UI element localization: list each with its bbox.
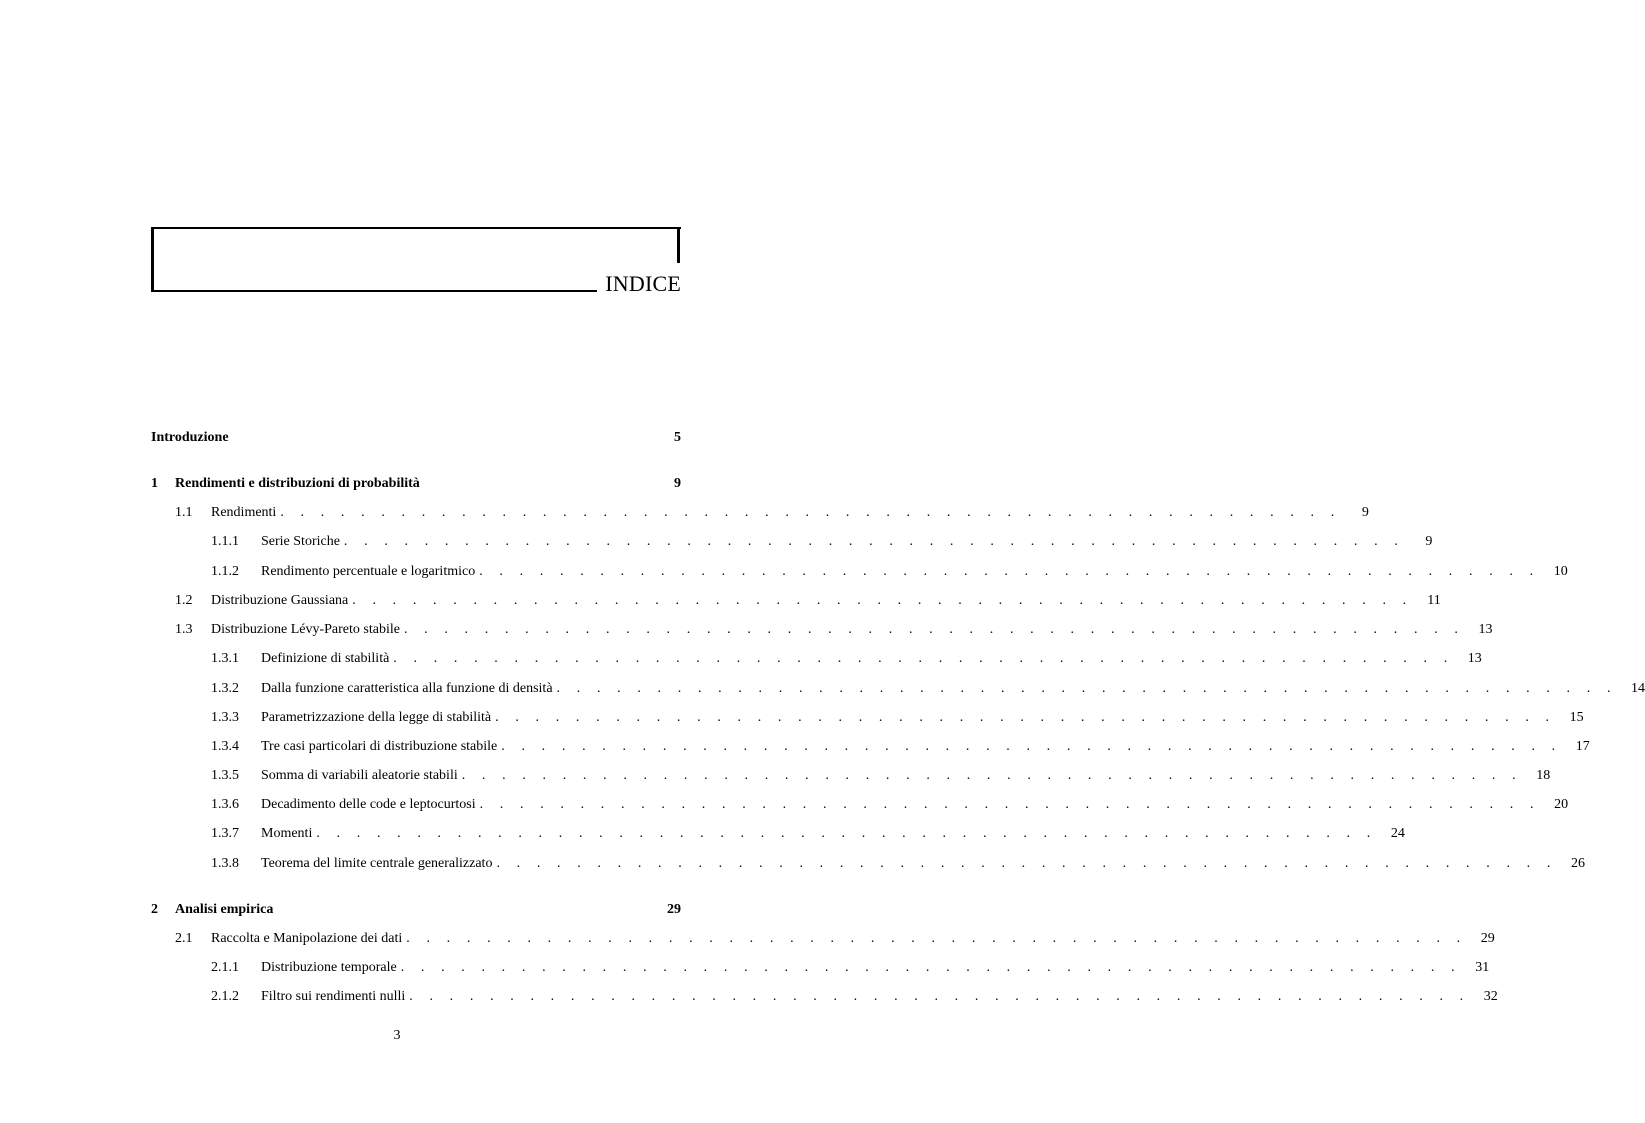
toc-entry-page: 18 [1536,768,1551,783]
dot-leader: . . . . . . . . . . . . . . . . . . . . . . . . . . . . . . . . . . . . . . . . . . . . . . . . . . . . . [400,960,1462,975]
toc-entry-page: 10 [1553,564,1568,579]
toc-entry-title: Momenti [261,826,313,841]
dot-leader: . . . . . . . . . . . . . . . . . . . . . . . . . . . . . . . . . . . . . . . . . . . . . . . . . . . . . [479,797,1541,812]
toc-entry-number: 2.1.2 [211,989,239,1004]
toc-entry-number: 1.3 [175,622,193,637]
toc-entry-number: 2 [151,902,158,917]
toc-entry-title: Distribuzione Lévy-Pareto stabile [211,622,400,637]
toc-entry-title: Decadimento delle code e leptocurtosi [261,797,476,812]
toc-entry-subsection[interactable] [151,678,1645,700]
toc-entry-subsection[interactable] [151,765,1551,787]
toc-entry-page: 9 [1425,534,1433,549]
dot-leader: . . . . . . . . . . . . . . . . . . . . . . . . . . . . . . . . . . . . . . . . . . . . . . . . . . . . . [556,681,1618,696]
toc-entry-page: 13 [1478,622,1493,637]
toc-entry-introduction[interactable] [151,427,681,449]
toc-entry-number: 1.1.2 [211,564,239,579]
toc-entry-page: 14 [1631,681,1645,696]
page-number: 3 [393,1028,401,1043]
toc-entry-section[interactable] [151,590,1441,612]
toc-entry-title: Rendimenti [211,505,277,520]
header-rule-left [151,227,154,292]
toc-entry-chapter[interactable] [151,899,681,921]
toc-entry-number: 1.2 [175,593,193,608]
toc-entry-page: 31 [1475,960,1490,975]
page-title: INDICE [605,271,681,296]
dot-leader: . . . . . . . . . . . . . . . . . . . . . . . . . . . . . . . . . . . . . . . . . . . . . . . . . . . . . [409,989,1470,1004]
toc-entry-subsection[interactable] [151,561,1568,583]
toc-entry-title: Raccolta e Manipolazione dei dati [211,931,403,946]
toc-entry-title: Tre casi particolari di distribuzione stabile [261,739,498,754]
dot-leader: . . . . . . . . . . . . . . . . . . . . . . . . . . . . . . . . . . . . . . . . . . . . . . . . . . . . . [406,931,1467,946]
toc-entry-title: Filtro sui rendimenti nulli [261,989,406,1004]
toc-entry-subsection[interactable] [151,707,1584,729]
toc-entry-page: 32 [1483,989,1498,1004]
toc-entry-subsection[interactable] [151,957,1490,979]
toc-entry-title: Dalla funzione caratteristica alla funzione di densità [261,681,553,696]
toc-entry-title: Distribuzione Gaussiana [211,593,349,608]
toc-entry-page: 20 [1554,797,1569,812]
toc-entry-number: 2.1 [175,931,193,946]
toc-entry-subsection[interactable] [151,648,1482,670]
dot-leader: . . . . . . . . . . . . . . . . . . . . . . . . . . . . . . . . . . . . . . . . . . . . . . . . . . . . . [495,710,1556,725]
toc-entry-subsection[interactable] [151,823,1405,845]
toc-entry-title: Rendimenti e distribuzioni di probabilità [175,476,420,491]
toc-entry-subsection[interactable] [151,986,1498,1008]
toc-entry-page: 24 [1390,826,1405,841]
toc-entry-number: 1.1 [175,505,193,520]
toc-entry-section[interactable] [151,502,1369,524]
toc-entry-title: Rendimento percentuale e logaritmico [261,564,476,579]
toc-entry-page: 5 [674,430,681,445]
toc-entry-title: Distribuzione temporale [261,960,397,975]
toc-entry-subsection[interactable] [151,794,1569,816]
toc-entry-chapter[interactable] [151,473,681,495]
toc-entry-page: 15 [1569,710,1584,725]
dot-leader: . . . . . . . . . . . . . . . . . . . . . . . . . . . . . . . . . . . . . . . . . . . . . . . . . . . . . [316,826,1377,841]
toc-entry-number: 1.3.7 [211,826,239,841]
toc-entry-number: 1.3.2 [211,681,239,696]
toc-entry-section[interactable] [151,619,1493,641]
toc-entry-title: Somma di variabili aleatorie stabili [261,768,458,783]
header-rule-top [151,227,681,229]
toc-entry-page: 11 [1427,593,1441,608]
dot-leader: . . . . . . . . . . . . . . . . . . . . . . . . . . . . . . . . . . . . . . . . . . . . . . . . . . . . . [479,564,1540,579]
dot-leader: . . . . . . . . . . . . . . . . . . . . . . . . . . . . . . . . . . . . . . . . . . . . . . . . . . . . . [280,505,1341,520]
toc-entry-page: 29 [667,902,681,917]
toc-entry-number: 1.3.8 [211,856,239,871]
chapter-header-frame [151,227,681,296]
toc-entry-number: 1.3.5 [211,768,239,783]
toc-entry-number: 1.3.3 [211,710,239,725]
dot-leader: . . . . . . . . . . . . . . . . . . . . . . . . . . . . . . . . . . . . . . . . . . . . . . . . . . . . . [393,651,1454,666]
dot-leader: . . . . . . . . . . . . . . . . . . . . . . . . . . . . . . . . . . . . . . . . . . . . . . . . . . . . . [501,739,1562,754]
header-rule-right [677,227,680,263]
toc-entry-number: 1.1.1 [211,534,239,549]
toc-entry-page: 9 [1361,505,1369,520]
toc-entry-page: 13 [1467,651,1482,666]
toc-entry-subsection[interactable] [151,853,1585,875]
dot-leader: . . . . . . . . . . . . . . . . . . . . . . . . . . . . . . . . . . . . . . . . . . . . . . . . . . . . . [496,856,1557,871]
toc-entry-title: Serie Storiche [261,534,340,549]
toc-entry-page: 29 [1480,931,1495,946]
toc-entry-title: Parametrizzazione della legge di stabilità [261,710,492,725]
header-rule-bottom [151,290,597,292]
toc-entry-number: 1.3.4 [211,739,239,754]
dot-leader: . . . . . . . . . . . . . . . . . . . . . . . . . . . . . . . . . . . . . . . . . . . . . . . . . . . . . [343,534,1405,549]
dot-leader: . . . . . . . . . . . . . . . . . . . . . . . . . . . . . . . . . . . . . . . . . . . . . . . . . . . . . [403,622,1465,637]
toc-entry-title: Analisi empirica [175,902,274,917]
toc-entry-page: 26 [1570,856,1585,871]
toc-entry-page: 9 [674,476,681,491]
toc-entry-subsection[interactable] [151,736,1590,758]
dot-leader: . . . . . . . . . . . . . . . . . . . . . . . . . . . . . . . . . . . . . . . . . . . . . . . . . . . . . [352,593,1413,608]
toc-entry-number: 2.1.1 [211,960,239,975]
toc-entry-subsection[interactable] [151,531,1433,553]
toc-entry-number: 1.3.1 [211,651,239,666]
toc-entry-page: 17 [1575,739,1590,754]
dot-leader: . . . . . . . . . . . . . . . . . . . . . . . . . . . . . . . . . . . . . . . . . . . . . . . . . . . . . [461,768,1523,783]
toc-entry-number: 1.3.6 [211,797,239,812]
toc-entry-title: Introduzione [151,430,229,445]
toc-entry-title: Teorema del limite centrale generalizzato [261,856,493,871]
toc-entry-number: 1 [151,476,158,491]
toc-entry-section[interactable] [151,928,1495,950]
toc-entry-title: Definizione di stabilità [261,651,390,666]
